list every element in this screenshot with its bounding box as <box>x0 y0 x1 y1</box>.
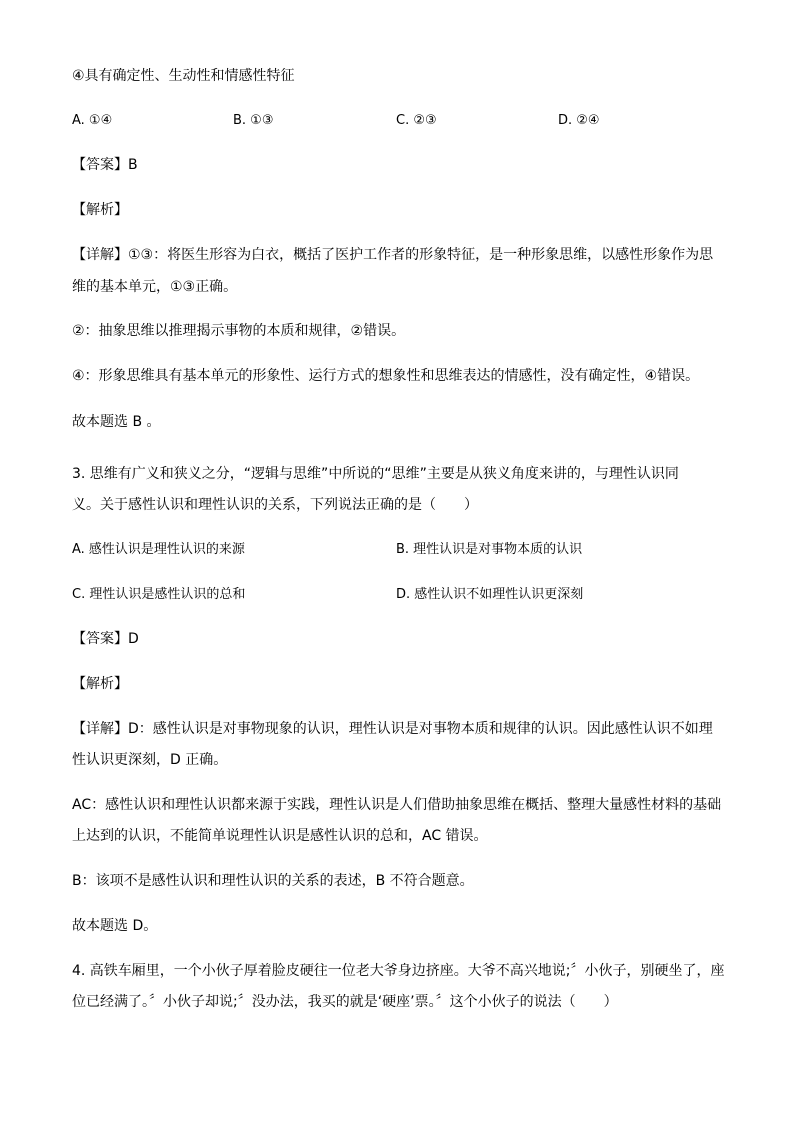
q2-detail-line-2: 维的基本单元，①③正确。 <box>72 279 238 295</box>
q2-option-4-text: ④具有确定性、生动性和情感性特征 <box>72 68 295 84</box>
q3-conclusion: 故本题选 D。 <box>72 918 158 934</box>
q2-detail-line-3: ②：抽象思维以推理揭示事物的本质和规律，②错误。 <box>72 323 406 339</box>
q3-stem-line-1: 3. 思维有广义和狭义之分，“逻辑与思维”中所说的“思维”主要是从狭义角度来讲的，与理性认识同 <box>72 466 679 482</box>
q2-choice-c: C. ②③ <box>396 113 437 128</box>
q3-detail-line-2: 性认识更深刻，D 正确。 <box>72 752 228 768</box>
q3-choice-b: B. 理性认识是对事物本质的认识 <box>396 542 583 557</box>
q2-conclusion: 故本题选 B 。 <box>72 414 161 430</box>
q2-answer: 【答案】B <box>72 157 138 173</box>
q3-detail-line-4: 上达到的认识，不能简单说理性认识是感性认识的总和，AC 错误。 <box>72 828 488 844</box>
q3-choice-a: A. 感性认识是理性认识的来源 <box>72 542 245 557</box>
q3-choice-c: C. 理性认识是感性认识的总和 <box>72 587 246 602</box>
q3-analysis-heading: 【解析】 <box>72 676 128 692</box>
q3-detail-line-3: AC：感性认识和理性认识都来源于实践，理性认识是人们借助抽象思维在概括、整理大量感性材料的基础 <box>72 797 722 813</box>
q2-analysis-heading: 【解析】 <box>72 202 128 218</box>
q2-detail-line-4: ④：形象思维具有基本单元的形象性、运行方式的想象性和思维表达的情感性，没有确定性，④错误。 <box>72 368 700 384</box>
q3-answer: 【答案】D <box>72 631 139 647</box>
q3-choice-d: D. 感性认识不如理性认识更深刻 <box>396 587 584 602</box>
q2-detail-line-1: 【详解】①③：将医生形容为白衣，概括了医护工作者的形象特征，是一种形象思维，以感性形象作为思 <box>72 247 714 263</box>
q2-choice-b: B. ①③ <box>233 113 274 128</box>
q4-stem-line-2: 位已经满了。〞小伙子却说;〞没办法，我买的就是‘硬座’票。〞这个小伙子的说法（ ） <box>72 994 618 1010</box>
q2-choice-d: D. ②④ <box>558 113 600 128</box>
q2-choice-a: A. ①④ <box>72 113 113 128</box>
q3-detail-line-1: 【详解】D：感性认识是对事物现象的认识，理性认识是对事物本质和规律的认识。因此感性认识不如理 <box>72 721 713 737</box>
q4-stem-line-1: 4. 高铁车厢里，一个小伙子厚着脸皮硬往一位老大爷身边挤座。大爷不高兴地说;〞小伙子，别硬坐了，座 <box>72 963 725 979</box>
q3-stem-line-2: 义。关于感性认识和理性认识的关系，下列说法正确的是（ ） <box>72 497 478 513</box>
q3-detail-line-5: B：该项不是感性认识和理性认识的关系的表述，B 不符合题意。 <box>72 873 474 889</box>
